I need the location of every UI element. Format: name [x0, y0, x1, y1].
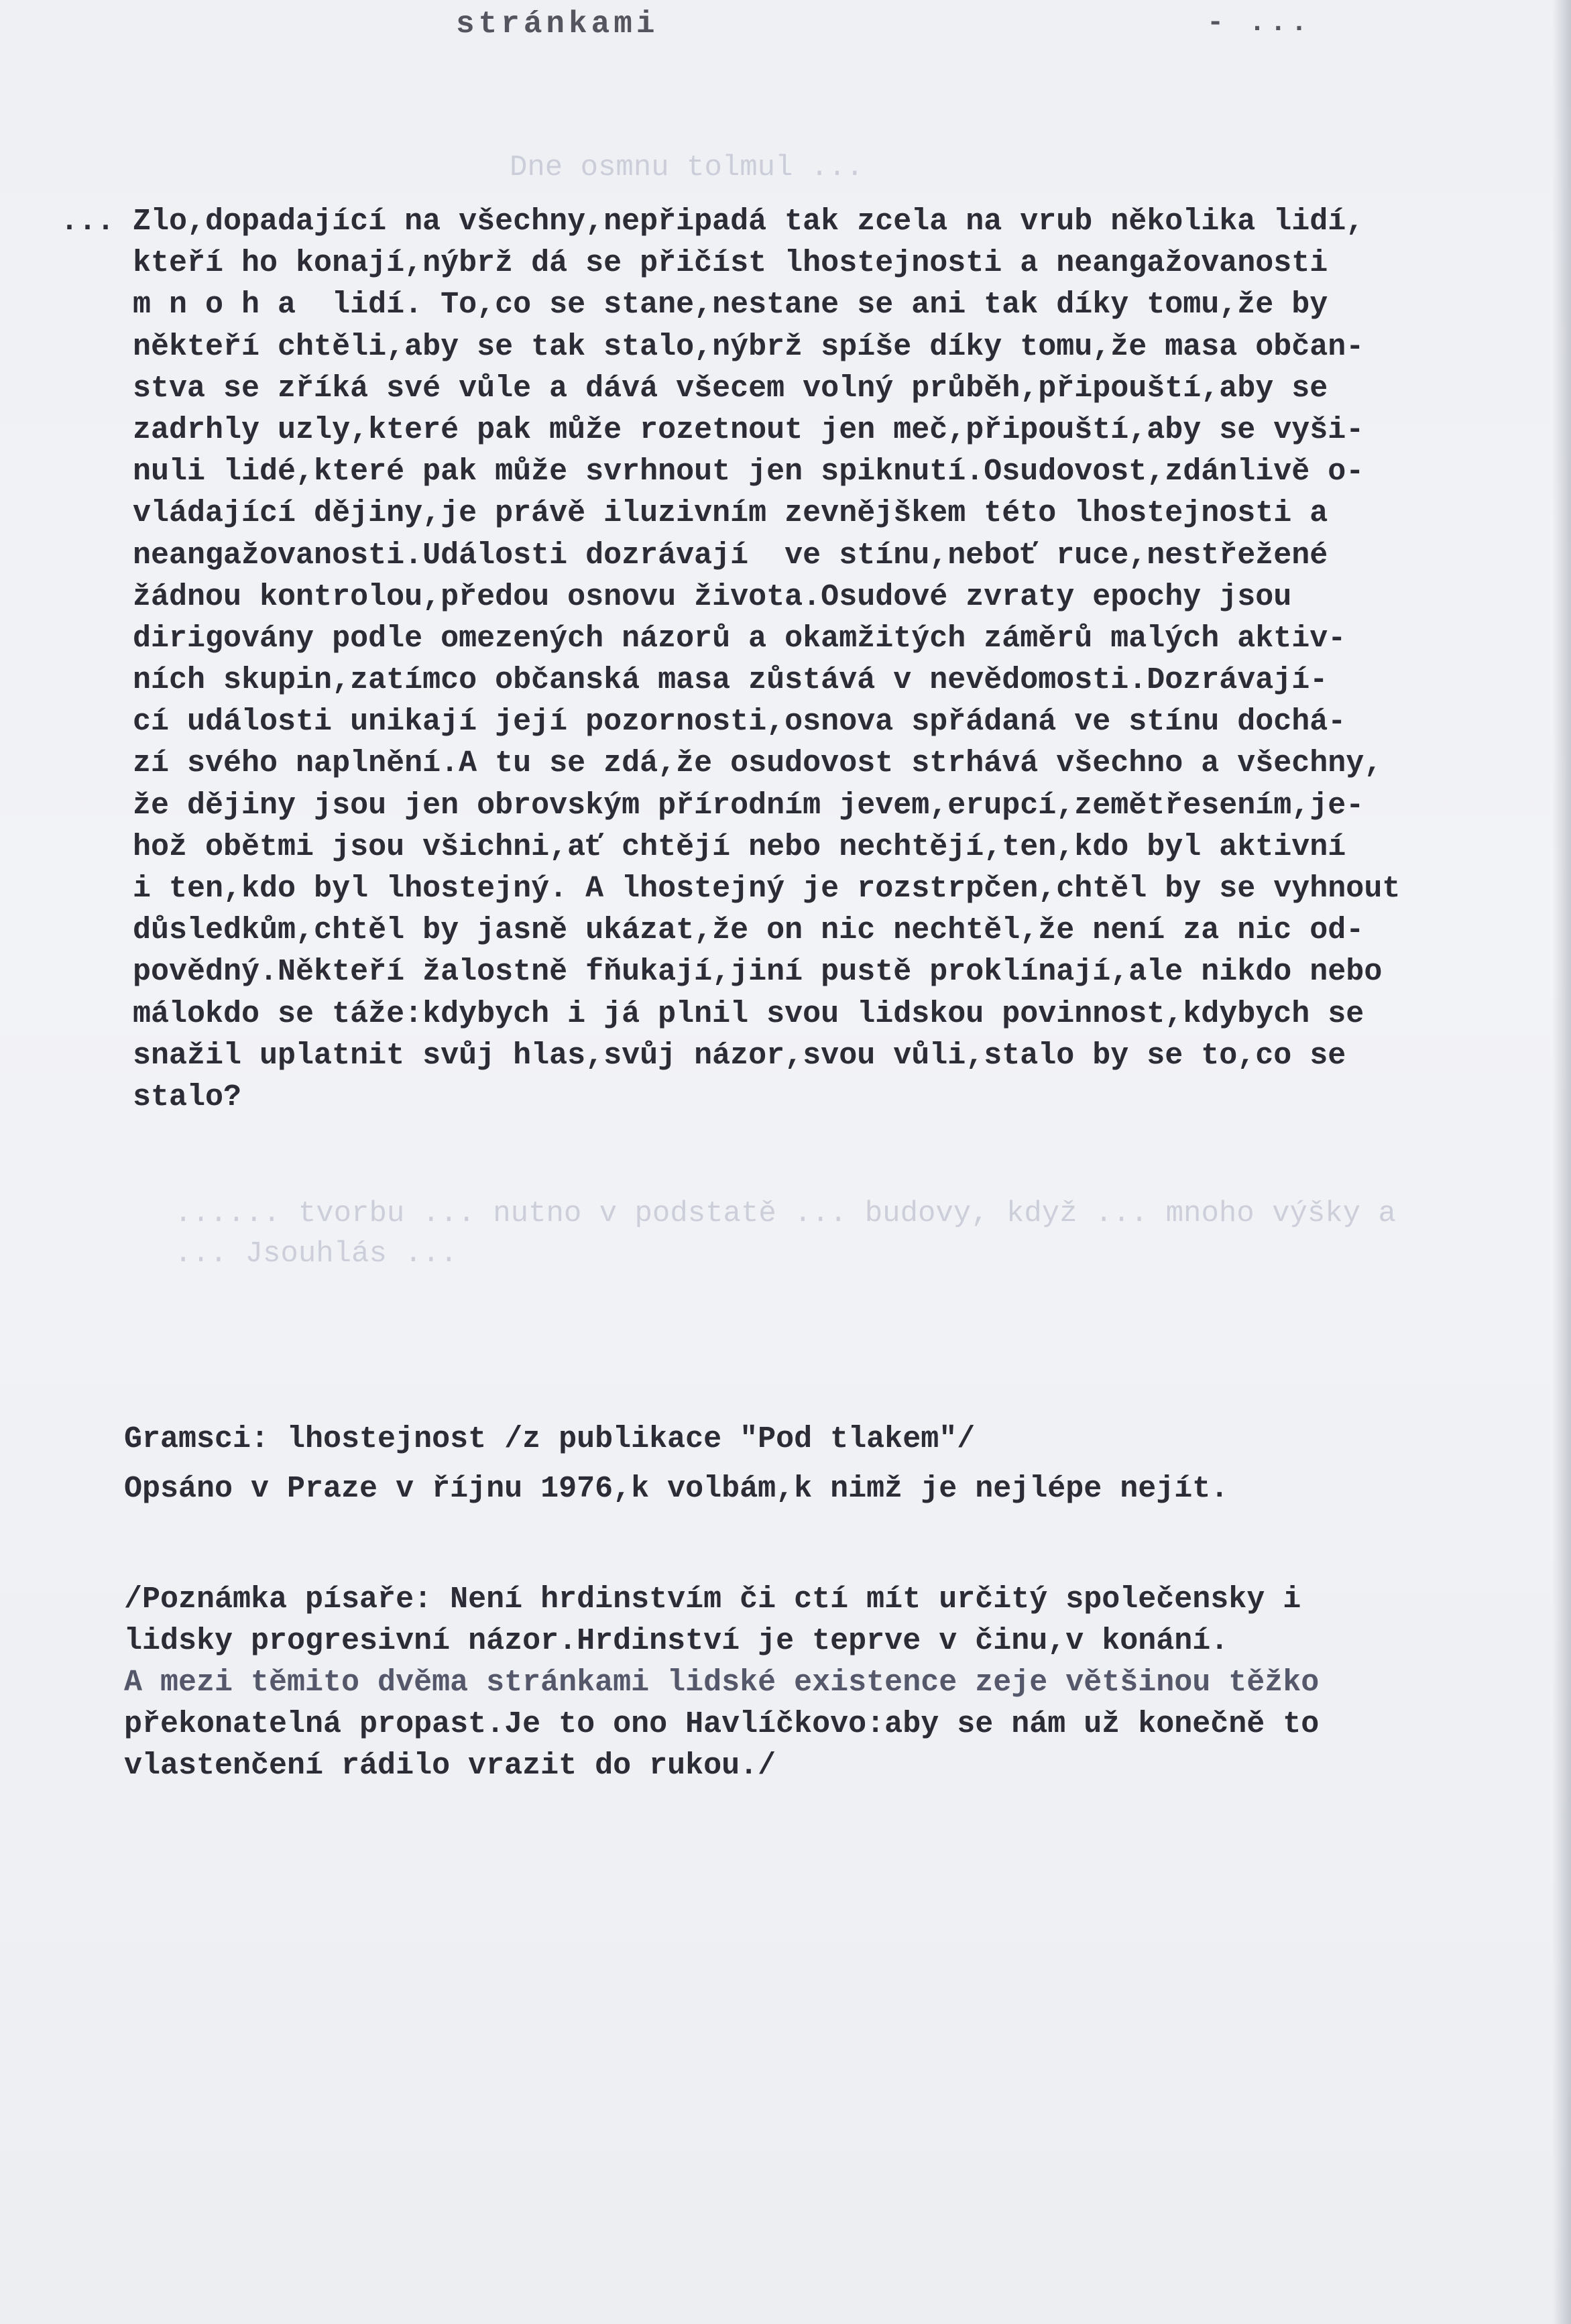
paragraph-line: hož obětmi jsou všichni,ať chtějí nebo nechtějí,ten,kdo byl aktivní — [60, 829, 1346, 864]
paragraph-line: snažil uplatnit svůj hlas,svůj názor,svou vůli,stalo by se to,co se — [60, 1038, 1346, 1073]
paragraph-line: cí události unikají její pozornosti,osnova spřádaná ve stínu dochá- — [60, 705, 1346, 740]
paragraph-line: m n o h a lidí. To,co se stane,nestane se ani tak díky tomu,že by — [60, 288, 1328, 323]
paragraph-line: důsledkům,chtěl by jasně ukázat,že on nic nechtěl,že není za nic od- — [60, 913, 1364, 948]
paragraph-line: kteří ho konají,nýbrž dá se přičíst lhostejnosti a neangažovanosti — [60, 246, 1328, 281]
header-fragment-right: - ... — [1207, 7, 1312, 39]
paragraph-line: ních skupin,zatímco občanská masa zůstává v nevědomosti.Dozrávají- — [60, 663, 1328, 698]
main-paragraph — [60, 201, 1535, 1118]
paragraph-line: nuli lidé,které pak může svrhnout jen spiknutí.Osudovost,zdánlivě o- — [60, 455, 1364, 489]
note-line: vlastenčení rádilo vrazit do rukou./ — [124, 1749, 776, 1783]
paragraph-line: i ten,kdo byl lhostejný. A lhostejný je rozstrpčen,chtěl by se vyhnout — [60, 872, 1401, 906]
paragraph-line: zí svého naplnění.A tu se zdá,že osudovost strhává všechno a všechny, — [60, 746, 1383, 781]
paragraph-line: zadrhly uzly,které pak může rozetnout jen meč,připouští,aby se vyši- — [60, 412, 1364, 447]
paragraph-line: neangažovanosti.Události dozrávají ve stínu,neboť ruce,nestřežené — [60, 538, 1328, 573]
bleed-through-text-middle: ...... tvorbu ... nutno v podstatě ... budovy, když ... mnoho výšky a ... Jsouhlás ... — [174, 1197, 1396, 1271]
source-attribution — [124, 1415, 1228, 1514]
paragraph-line: povědný.Někteří žalostně fňukají,jiní pustě proklínají,ale nikdo nebo — [60, 955, 1383, 990]
paragraph-line: ... Zlo,dopadající na všechny,nepřipadá tak zcela na vrub několika lidí, — [60, 205, 1364, 239]
paragraph-line: stva se zříká své vůle a dává všecem volný průběh,připouští,aby se — [60, 371, 1328, 406]
attribution-line: Gramsci: lhostejnost /z publikace "Pod tlakem"/ — [124, 1422, 976, 1456]
note-line: překonatelná propast.Je to ono Havlíčkovo:aby se nám už konečně to — [124, 1707, 1320, 1741]
paragraph-line: vládající dějiny,je právě iluzivním zevnějškem této lhostejnosti a — [60, 496, 1328, 531]
note-line: A mezi těmito dvěma stránkami lidské existence zeje většinou těžko — [124, 1666, 1320, 1700]
paragraph-line: dirigovány podle omezených názorů a okamžitých záměrů malých aktiv- — [60, 621, 1346, 656]
header-fragment-left: stránkami — [456, 7, 659, 42]
paragraph-line: že dějiny jsou jen obrovským přírodním jevem,erupcí,zemětřesením,je- — [60, 788, 1364, 823]
paragraph-line: stalo? — [60, 1080, 242, 1114]
page-edge-shadow — [1552, 0, 1571, 2324]
paragraph-line: málokdo se táže:kdybych i já plnil svou lidskou povinnost,kdybych se — [60, 996, 1364, 1031]
paragraph-line: někteří chtěli,aby se tak stalo,nýbrž spíše díky tomu,že masa občan- — [60, 329, 1364, 364]
bleed-through-text-top: Dne osmnu tolmul ... — [510, 151, 864, 184]
note-line: /Poznámka písaře: Není hrdinstvím či ctí mít určitý společensky i — [124, 1582, 1301, 1617]
note-line: lidsky progresivní názor.Hrdinství je teprve v činu,v konání. — [124, 1624, 1229, 1658]
paragraph-line: žádnou kontrolou,předou osnovu života.Osudové zvraty epochy jsou — [60, 579, 1292, 614]
typist-note — [124, 1579, 1319, 1787]
attribution-line: Opsáno v Praze v říjnu 1976,k volbám,k nimž je nejlépe nejít. — [124, 1472, 1229, 1506]
